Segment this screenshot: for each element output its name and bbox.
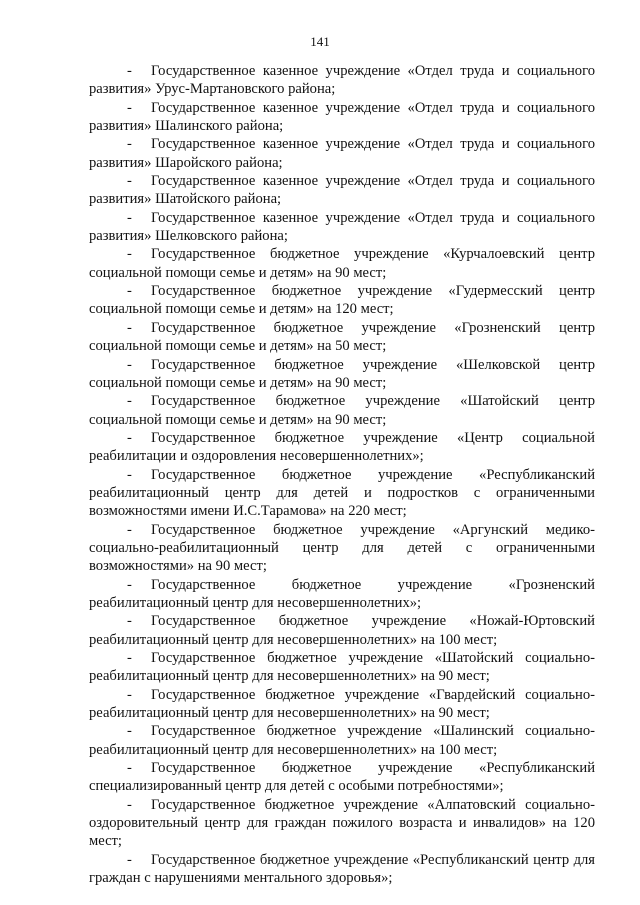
- list-item: [89, 796, 595, 851]
- list-dash: -: [127, 209, 132, 226]
- list-item-text: Государственное бюджетное учреждение «Шатойский центр социальной помощи семье и детям» на 90 мест;: [89, 393, 595, 428]
- list-dash: -: [127, 466, 132, 483]
- list-item: [89, 135, 595, 172]
- list-dash: -: [127, 63, 132, 79]
- list-dash: -: [127, 136, 132, 153]
- list-item-text: Государственное казенное учреждение «Отдел труда и социального развития» Шелковского района;: [89, 209, 595, 245]
- list-item-text: Государственное бюджетное учреждение «Ножай-Юртовский реабилитационный центр для несовершеннолетних» на 100 мест;: [89, 613, 595, 648]
- list-dash: -: [127, 650, 132, 666]
- list-item: [89, 209, 595, 246]
- list-item: [89, 392, 595, 429]
- list-item: [89, 62, 595, 99]
- list-dash: -: [127, 686, 132, 703]
- list-dash: -: [127, 393, 132, 410]
- list-item-text: Государственное бюджетное учреждение «Курчалоевский центр социальной помощи семье и детям» на 90 мест;: [89, 246, 595, 281]
- list-item: [89, 429, 595, 466]
- list-item: [89, 759, 595, 796]
- list-item-text: Государственное бюджетное учреждение «Аргунский медико-социально-реабилитационный центр для детей с ограниченными возможностями» на 90 мест;: [89, 521, 595, 575]
- list-item: [89, 245, 595, 282]
- list-dash: -: [127, 576, 132, 593]
- list-item: [89, 319, 595, 356]
- list-item: [89, 686, 595, 723]
- list-item: [89, 466, 595, 521]
- list-item-text: Государственное бюджетное учреждение «Шалинский социально-реабилитационный центр для несовершеннолетних» на 100 мест;: [89, 723, 595, 758]
- list-item-text: Государственное бюджетное учреждение «Гвардейский социально-реабилитационный центр для несовершеннолетних» на 90 мест;: [89, 686, 595, 722]
- list-item-text: Государственное казенное учреждение «Отдел труда и социального развития» Шалинского района;: [89, 99, 595, 135]
- list-item-text: Государственное бюджетное учреждение «Грозненский центр социальной помощи семье и детям» на 50 мест;: [89, 319, 595, 355]
- list-item: [89, 172, 595, 209]
- list-item-text: Государственное бюджетное учреждение «Алпатовский социально-оздоровительный центр для граждан пожилого возраста и инвалидов» на 120 мест;: [89, 796, 595, 850]
- list-item-text: Государственное бюджетное учреждение «Центр социальной реабилитации и оздоровления несовершеннолетних»;: [89, 429, 595, 465]
- list-item: [89, 576, 595, 613]
- list-dash: -: [127, 99, 132, 116]
- list-item-text: Государственное казенное учреждение «Отдел труда и социального развития» Урус-Мартановского района;: [89, 63, 595, 98]
- list-dash: -: [127, 796, 132, 813]
- list-dash: -: [127, 283, 132, 300]
- list-item-text: Государственное бюджетное учреждение «Республиканский реабилитационный центр для детей и подростков с ограниченными возможностями имени И.С.Тарамова» на 220 мест;: [89, 466, 595, 520]
- list-item-text: Государственное бюджетное учреждение «Республиканский специализированный центр для детей с особыми потребностями»;: [89, 760, 595, 795]
- list-item-text: Государственное бюджетное учреждение «Грозненский реабилитационный центр для несовершеннолетних»;: [89, 576, 595, 611]
- list-dash: -: [127, 173, 132, 190]
- list-item-text: Государственное бюджетное учреждение «Республиканский центр для граждан с нарушениями ментального здоровья»;: [89, 851, 595, 887]
- list-dash: -: [127, 723, 132, 740]
- list-dash: -: [127, 319, 132, 336]
- list-dash: -: [127, 429, 132, 446]
- page-number: 141: [310, 34, 330, 49]
- list-item: [89, 99, 595, 136]
- list-dash: -: [127, 851, 132, 868]
- list-item-text: Государственное бюджетное учреждение «Гудермесский центр социальной помощи семье и детям» на 120 мест;: [89, 283, 595, 318]
- list-item: [89, 282, 595, 319]
- list-item-text: Государственное казенное учреждение «Отдел труда и социального развития» Шаройского района;: [89, 136, 595, 171]
- list-dash: -: [127, 356, 132, 373]
- list-dash: -: [127, 246, 132, 263]
- list-item-text: Государственное бюджетное учреждение «Шелковской центр социальной помощи семье и детям» на 90 мест;: [89, 356, 595, 391]
- list-item: [89, 356, 595, 393]
- list-item: [89, 722, 595, 759]
- list-item-text: Государственное казенное учреждение «Отдел труда и социального развития» Шатойского района;: [89, 173, 595, 208]
- list-dash: -: [127, 613, 132, 630]
- list-item-text: Государственное бюджетное учреждение «Шатойский социально-реабилитационный центр для несовершеннолетних» на 90 мест;: [89, 650, 595, 685]
- list-item: [89, 521, 595, 576]
- list-dash: -: [127, 760, 132, 777]
- list-item: [89, 649, 595, 686]
- list-item: [89, 612, 595, 649]
- institution-list: [89, 62, 595, 887]
- list-item: [89, 851, 595, 888]
- list-dash: -: [127, 521, 132, 538]
